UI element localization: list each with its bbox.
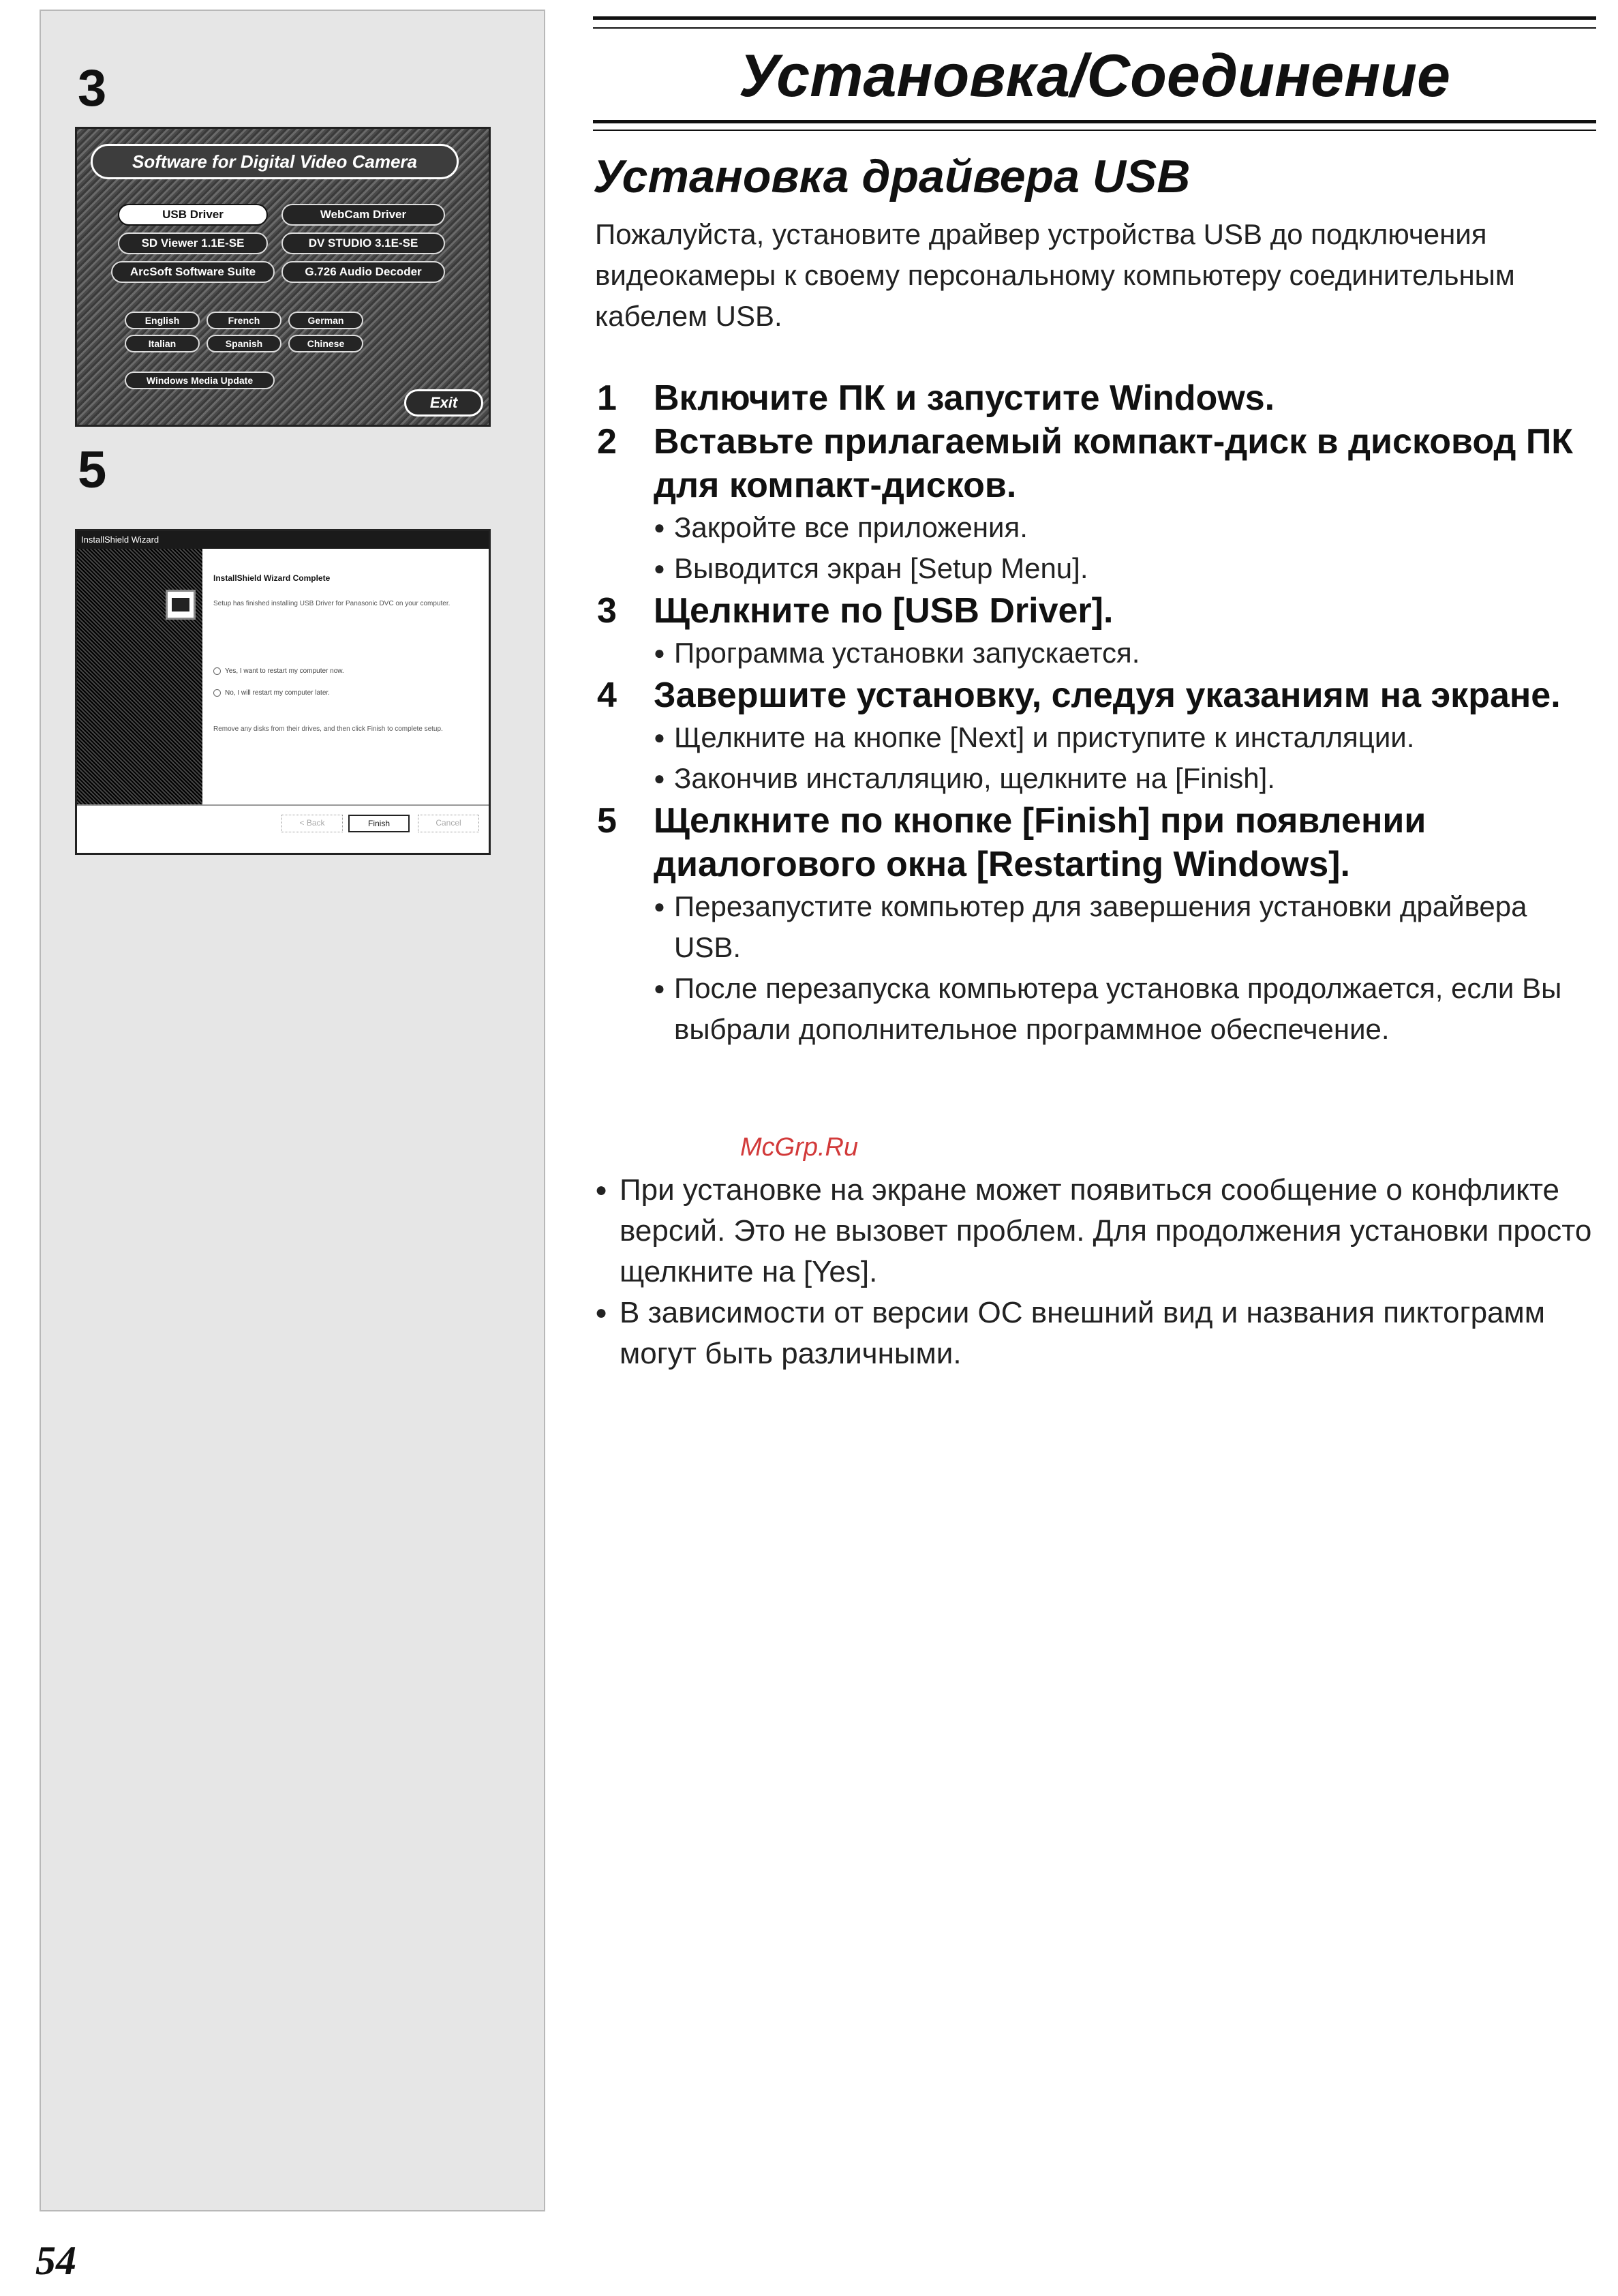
step-3 (595, 589, 1597, 674)
header-rule-bottom-thin (593, 130, 1596, 131)
back-button[interactable]: < Back (281, 815, 343, 832)
lang-german-button[interactable]: German (288, 312, 363, 329)
dv-studio-button[interactable]: DV STUDIO 3.1E-SE (281, 232, 445, 254)
note-item: ● При установке на экране может появиться сообщение о конфликте версий. Это не вызовет проблем. Для продолжения установки просто щелкните на [Yes]. (595, 1170, 1597, 1293)
notes-list (595, 1170, 1597, 1374)
step-bullet: ● Закончив инсталляцию, щелкните на [Finish]. (654, 758, 1597, 799)
step-1 (595, 376, 1597, 420)
installer-icon (166, 590, 196, 620)
lang-italian-button[interactable]: Italian (125, 335, 200, 352)
lang-chinese-button[interactable]: Chinese (288, 335, 363, 352)
step-5 (595, 799, 1597, 1050)
figure-number-5: 5 (78, 441, 107, 499)
wizard-title-bar: InstallShield Wizard (77, 531, 489, 549)
step-number: 2 (597, 422, 617, 462)
restart-later-radio[interactable] (213, 689, 330, 697)
step-bullet: ● Щелкните на кнопке [Next] и приступите к инсталляции. (654, 717, 1597, 758)
lang-english-button[interactable]: English (125, 312, 200, 329)
step-number: 1 (597, 378, 617, 418)
step-text: Включите ПК и запустите Windows. (654, 378, 1275, 418)
step-bullet: ● Перезапустите компьютер для завершения установки драйвера USB. (654, 886, 1597, 968)
setup-menu-title: Software for Digital Video Camera (91, 144, 459, 179)
step-number: 5 (597, 801, 617, 841)
finish-button[interactable]: Finish (348, 815, 410, 832)
audio-decoder-button[interactable]: G.726 Audio Decoder (281, 261, 445, 283)
step-bullet: ● После перезапуска компьютера установка продолжается, если Вы выбрали дополнительное программное обеспечение. (654, 968, 1597, 1050)
lang-french-button[interactable]: French (207, 312, 281, 329)
step-text: Вставьте прилагаемый компакт-диск в дисковод ПК для компакт-дисков. (654, 422, 1573, 505)
arcsoft-suite-button[interactable]: ArcSoft Software Suite (111, 261, 275, 283)
section-title: Установка драйвера USB (593, 151, 1191, 202)
step-text: Щелкните по кнопке [Finish] при появлении диалогового окна [Restarting Windows]. (654, 801, 1426, 884)
wizard-divider (77, 804, 489, 806)
note-item: ● В зависимости от версии ОС внешний вид и названия пиктограмм могут быть различными. (595, 1293, 1597, 1374)
wizard-side-panel (77, 549, 202, 804)
cancel-button[interactable]: Cancel (418, 815, 479, 832)
header-rule-top-thin (593, 27, 1596, 29)
wizard-body-text: Setup has finished installing USB Driver for Panasonic DVC on your computer. (213, 600, 451, 607)
wizard-footer-text: Remove any disks from their drives, and then click Finish to complete setup. (213, 725, 443, 733)
restart-now-radio[interactable] (213, 667, 344, 675)
steps-list (595, 376, 1597, 1050)
restart-now-label: Yes, I want to restart my computer now. (225, 667, 344, 676)
section-intro: Пожалуйста, установите драйвер устройства USB до подключения видеокамеры к своему персональному компьютеру соединительным кабелем USB. (595, 218, 1515, 332)
wizard-heading: InstallShield Wizard Complete (213, 573, 331, 583)
step-number: 3 (597, 591, 617, 631)
sd-viewer-button[interactable]: SD Viewer 1.1E-SE (118, 232, 268, 254)
step-2 (595, 420, 1597, 589)
step-bullet: ● Закройте все приложения. (654, 507, 1597, 548)
exit-button[interactable]: Exit (404, 389, 483, 417)
setup-menu-screenshot (75, 127, 491, 427)
step-number: 4 (597, 676, 617, 715)
windows-media-update-button[interactable]: Windows Media Update (125, 372, 275, 389)
page-number: 54 (35, 2238, 76, 2283)
step-bullet: ● Программа установки запускается. (654, 633, 1597, 674)
wizard-screenshot (75, 529, 491, 855)
watermark: McGrp.Ru (740, 1133, 859, 1162)
page-title: Установка/Соединение (739, 42, 1450, 109)
usb-driver-button[interactable]: USB Driver (118, 204, 268, 226)
step-text: Завершите установку, следуя указаниям на экране. (654, 676, 1561, 715)
step-bullet: ● Выводится экран [Setup Menu]. (654, 548, 1597, 589)
figure-number-3: 3 (78, 59, 107, 117)
lang-spanish-button[interactable]: Spanish (207, 335, 281, 352)
header-rule-top (593, 16, 1596, 20)
step-4 (595, 674, 1597, 799)
restart-later-label: No, I will restart my computer later. (225, 689, 330, 697)
header-rule-bottom (593, 120, 1596, 123)
sidebar-panel (40, 10, 545, 2211)
step-text: Щелкните по [USB Driver]. (654, 591, 1114, 631)
webcam-driver-button[interactable]: WebCam Driver (281, 204, 445, 226)
